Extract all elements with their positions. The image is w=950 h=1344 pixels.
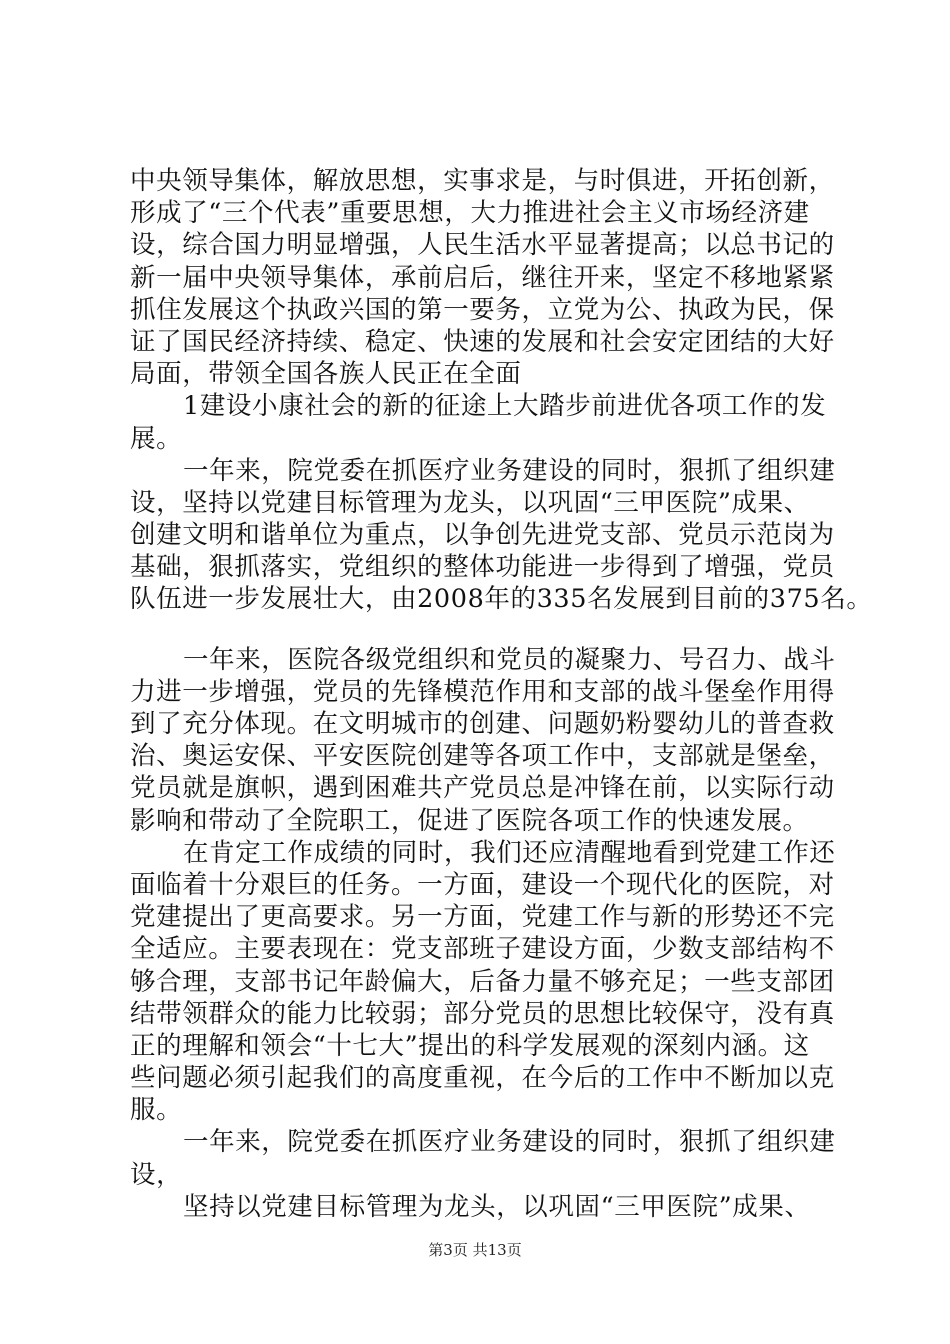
page-number-footer: 第3页 共13页	[428, 1241, 522, 1259]
text-line: 结带领群众的能力比较弱；部分党员的思想比较保守，没有真	[130, 998, 835, 1029]
text-line: 队伍进一步发展壮大，由2008年的335名发展到目前的375名。	[130, 584, 873, 615]
text-line: 创建文明和谐单位为重点，以争创先进党支部、党员示范岗为	[130, 520, 835, 551]
text-line: 服。	[130, 1095, 183, 1126]
text-line: 一年来，院党委在抓医疗业务建设的同时，狠抓了组织建	[183, 1127, 836, 1158]
text-line: 设，坚持以党建目标管理为龙头，以巩固“三甲医院”成果、	[130, 487, 810, 518]
text-line: 面临着十分艰巨的任务。一方面，建设一个现代化的医院，对	[130, 869, 835, 900]
text-line: 党建提出了更高要求。另一方面，党建工作与新的形势还不完	[130, 902, 835, 933]
text-line: 些问题必须引起我们的高度重视，在今后的工作中不断加以克	[130, 1063, 835, 1094]
text-line: 基础，狠抓落实，党组织的整体功能进一步得到了增强，党员	[130, 552, 835, 583]
text-line: 一年来，医院各级党组织和党员的凝聚力、号召力、战斗	[183, 644, 836, 675]
text-line: 1建设小康社会的新的征途上大踏步前进优各项工作的发	[183, 391, 827, 422]
text-line: 影响和带动了全院职工，促进了医院各项工作的快速发展。	[130, 805, 809, 836]
text-line: 新一届中央领导集体，承前启后，继往开来，坚定不移地紧紧	[130, 262, 835, 293]
text-line: 局面，带领全国各族人民正在全面	[130, 359, 522, 390]
text-line: 展。	[130, 423, 183, 454]
text-line: 抓住发展这个执政兴国的第一要务，立党为公、执政为民，保	[130, 294, 835, 325]
text-line: 治、奥运安保、平安医院创建等各项工作中，支部就是堡垒，	[130, 741, 835, 772]
text-line: 设，	[130, 1159, 183, 1190]
text-line: 力进一步增强，党员的先锋模范作用和支部的战斗堡垒作用得	[130, 676, 835, 707]
text-line: 正的理解和领会“十七大”提出的科学发展观的深刻内涵。这	[130, 1030, 810, 1061]
paragraph-gap	[130, 616, 842, 644]
document-body	[130, 165, 873, 1223]
text-line: 证了国民经济持续、稳定、快速的发展和社会安定团结的大好	[130, 326, 835, 357]
text-line: 全适应。主要表现在：党支部班子建设方面，少数支部结构不	[130, 934, 835, 965]
text-line: 坚持以党建目标管理为龙头，以巩固“三甲医院”成果、	[183, 1191, 811, 1222]
text-line: 到了充分体现。在文明城市的创建、问题奶粉婴幼儿的普查救	[130, 709, 835, 739]
text-line: 一年来，院党委在抓医疗业务建设的同时，狠抓了组织建	[183, 455, 836, 486]
text-line: 够合理，支部书记年龄偏大，后备力量不够充足；一些支部团	[130, 966, 835, 997]
text-line: 在肯定工作成绩的同时，我们还应清醒地看到党建工作还	[183, 837, 836, 868]
text-line: 设，综合国力明显增强，人民生活水平显著提高；以总书记的	[130, 230, 835, 261]
text-line: 形成了“三个代表”重要思想，大力推进社会主义市场经济建	[130, 198, 810, 229]
text-line: 中央领导集体，解放思想，实事求是，与时俱进，开拓创新，	[130, 166, 835, 196]
text-line: 党员就是旗帜，遇到困难共产党员总是冲锋在前，以实际行动	[130, 773, 835, 804]
